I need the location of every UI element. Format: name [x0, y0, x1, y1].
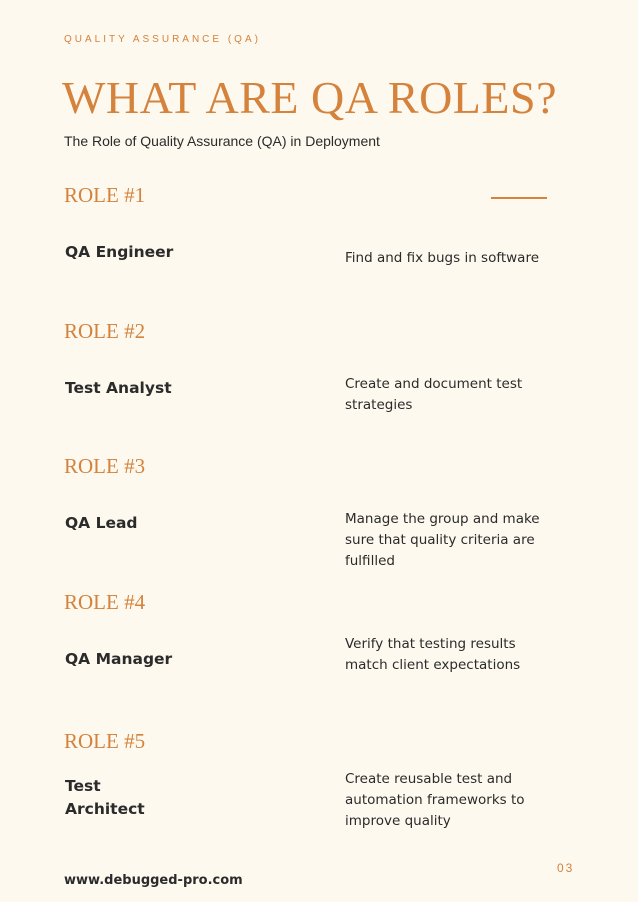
- role-4-name: QA Manager: [65, 650, 173, 668]
- role-4-description: Verify that testing results match client expectations: [345, 636, 521, 673]
- role-3-heading: ROLE #3: [64, 454, 146, 478]
- website-link[interactable]: www.debugged-pro.com: [64, 873, 243, 888]
- role-5-description: Create reusable test and automation frameworks to improve quality: [345, 771, 525, 829]
- eyebrow-label: QUALITY ASSURANCE (QA): [64, 34, 261, 45]
- role-1-name: QA Engineer: [65, 243, 174, 261]
- role-4-heading: ROLE #4: [64, 590, 146, 614]
- role-1-description: Find and fix bugs in software: [345, 250, 540, 266]
- role-3-name: QA Lead: [65, 514, 138, 532]
- role-2-name: Test Analyst: [65, 379, 172, 397]
- page-subtitle: The Role of Quality Assurance (QA) in Deployment: [64, 133, 380, 149]
- role-5-name: Test Architect: [65, 777, 145, 818]
- role-5-heading: ROLE #5: [64, 729, 146, 753]
- role-1-heading: ROLE #1: [64, 183, 146, 207]
- role-2-description: Create and document test strategies: [345, 376, 523, 413]
- accent-divider: [491, 197, 547, 199]
- role-3-description: Manage the group and make sure that quality criteria are fulfilled: [345, 511, 540, 569]
- page-title: WHAT ARE QA ROLES?: [62, 72, 557, 123]
- role-2-heading: ROLE #2: [64, 319, 146, 343]
- page-number: 03: [557, 861, 575, 875]
